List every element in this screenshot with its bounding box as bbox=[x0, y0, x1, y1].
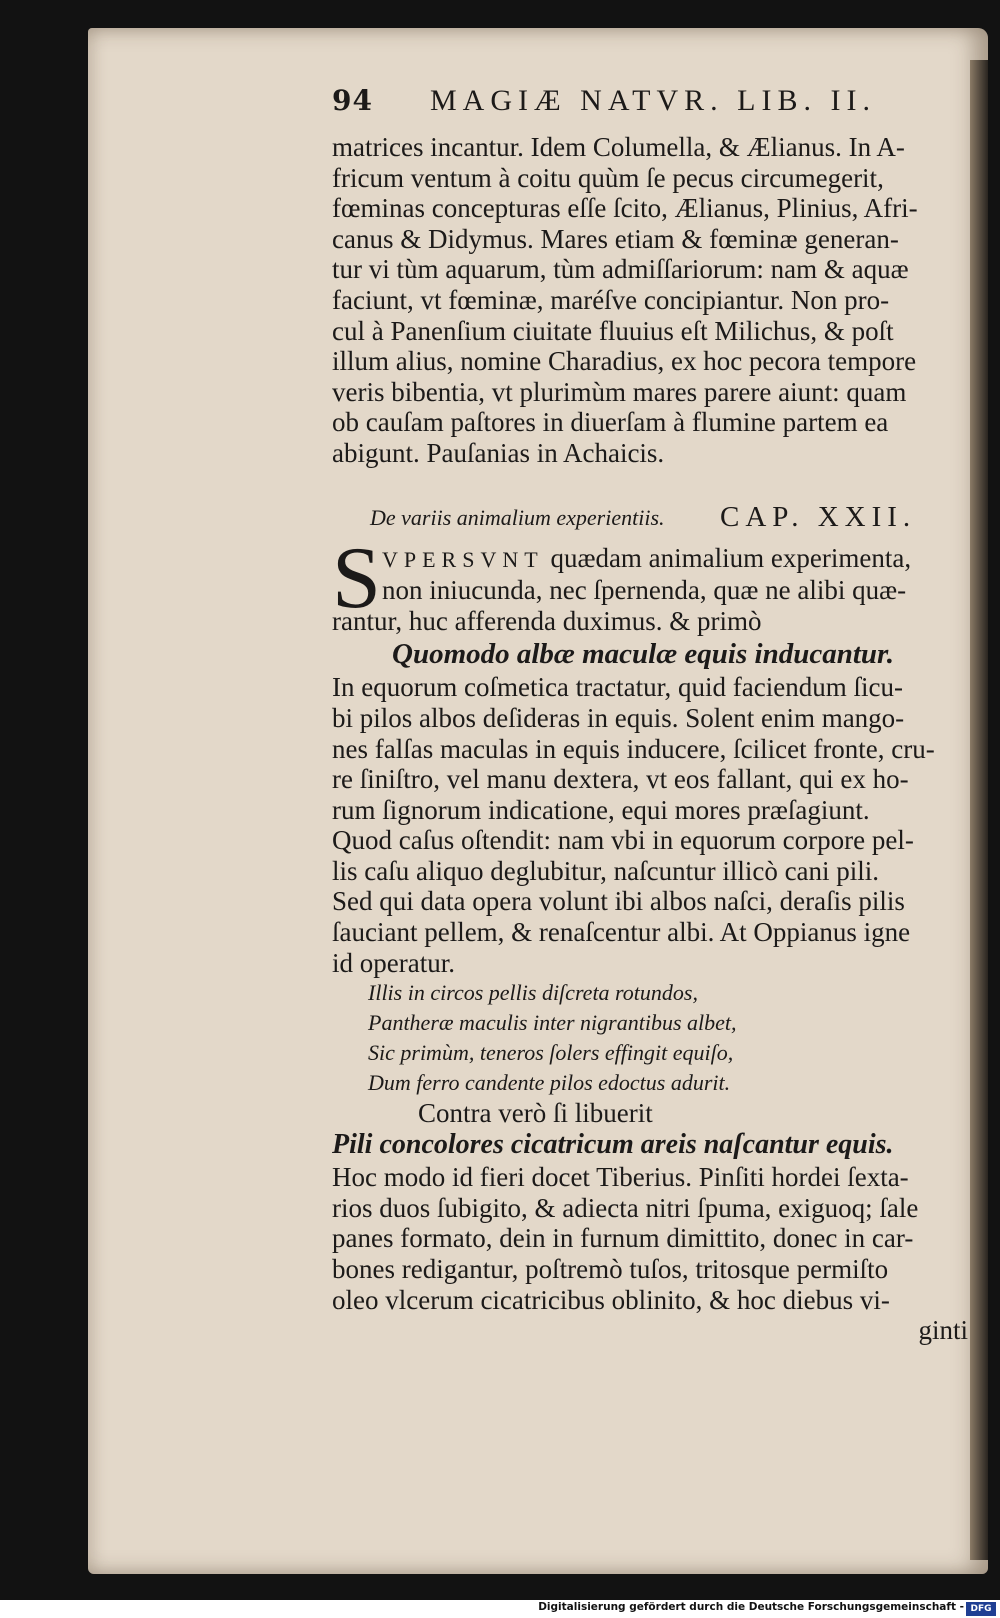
text-line: fricum ventum à coitu quùm ſe pecus circumegerit, bbox=[332, 162, 884, 193]
text-line: non iniucunda, nec ſpernenda, quæ ne alibi quæ- bbox=[382, 575, 907, 606]
text-line: In equorum coſmetica tractatur, quid faciendum ſicu- bbox=[332, 672, 903, 703]
text-run: quædam animalium experimenta, bbox=[550, 542, 912, 573]
verse-line: Sic primùm, teneros ſolers effingit equiſo, bbox=[368, 1040, 734, 1066]
paragraph-3 bbox=[332, 1162, 972, 1315]
paragraph-1 bbox=[332, 132, 972, 469]
text-line: rantur, huc afferenda duximus. & primò bbox=[332, 605, 762, 636]
verse-quote bbox=[332, 978, 972, 1098]
text-line: tur vi tùm aquarum, tùm admiſſariorum: nam & aquæ bbox=[332, 254, 909, 285]
text-line: matrices incantur. Idem Columella, & Ælianus. In A- bbox=[332, 132, 905, 162]
footer-bar bbox=[0, 1600, 1000, 1618]
text-line: oleo vlcerum cicatricibus oblinito, & hoc diebus vi- bbox=[332, 1284, 890, 1315]
text-line: abigunt. Pauſanias in Achaicis. bbox=[332, 437, 665, 468]
text-line: bi pilos albos deſideras in equis. Solent enim mango- bbox=[332, 702, 905, 733]
text-line: faciunt, vt fœminæ, maréſve concipiantur. Non pro- bbox=[332, 284, 890, 315]
chapter-title: De variis animalium experientiis. bbox=[370, 504, 665, 530]
text-line: cul à Panenſium ciuitate fluuius eſt Milichus, & poſt bbox=[332, 315, 894, 346]
subheading: Pili concolores cicatricum areis naſcantur equis. bbox=[332, 1129, 894, 1161]
text-line bbox=[332, 543, 972, 576]
verse-line: Dum ferro candente pilos edoctus adurit. bbox=[368, 1070, 731, 1096]
text-line: lis caſu aliquo deglubitur, naſcuntur illicò cani pili. bbox=[332, 855, 880, 886]
drop-cap: S bbox=[332, 529, 381, 627]
text-line: Sed qui data opera volunt ibi albos naſci, deraſis pilis bbox=[332, 886, 905, 917]
text-line: id operatur. bbox=[332, 947, 455, 978]
text-line: panes formato, dein in furnum dimittito, donec in car- bbox=[332, 1223, 914, 1254]
running-head: MAGIÆ NATVR. LIB. II. bbox=[430, 84, 876, 117]
text-line: rios duos ſubigito, & adiecta nitri ſpuma, exiguoq; ſale bbox=[332, 1192, 919, 1223]
text-line: illum alius, nomine Charadius, ex hoc pecora tempore bbox=[332, 346, 917, 377]
text-line: fœminas concepturas eſſe ſcito, Ælianus, Plinius, Afri- bbox=[332, 193, 918, 224]
text-line: canus & Didymus. Mares etiam & fœminæ generan- bbox=[332, 223, 899, 254]
text-line: veris bibentia, vt plurimùm mares parere aiunt: quam bbox=[332, 376, 907, 407]
subheading: Quomodo albæ maculæ equis inducantur. bbox=[392, 638, 894, 671]
smallcaps-word: VPERSVNT bbox=[382, 546, 544, 572]
text-line: ob cauſam paſtores in diuerſam à flumine partem ea bbox=[332, 407, 889, 438]
contra-line: Contra verò ſi libuerit bbox=[418, 1098, 653, 1129]
text-line: nes falſas maculas in equis inducere, ſcilicet fronte, cru- bbox=[332, 733, 935, 764]
text-line: ſauciant pellem, & renaſcentur albi. At Oppianus igne bbox=[332, 917, 911, 948]
text-block bbox=[332, 80, 972, 1346]
text-line: Hoc modo id fieri docet Tiberius. Pinſiti hordei ſexta- bbox=[332, 1162, 909, 1193]
text-line: rum ſignorum indicatione, equi mores præſagiunt. bbox=[332, 794, 870, 825]
dfg-logo[interactable]: DFG bbox=[966, 1602, 996, 1616]
paragraph-2 bbox=[332, 672, 972, 978]
page-number: 94 bbox=[332, 84, 373, 117]
chapter-intro bbox=[332, 529, 972, 637]
text-line: re ſiniſtro, vel manu dextera, vt eos fallant, qui ex ho- bbox=[332, 764, 909, 795]
footer-credit: Digitalisierung gefördert durch die Deutsche Forschungsgemeinschaft - bbox=[538, 1601, 964, 1613]
catchword: ginti bbox=[918, 1315, 968, 1346]
chapter-heading bbox=[332, 495, 972, 539]
page-header bbox=[332, 80, 972, 130]
text-line: bones redigantur, poſtremò tuſos, tritosque permiſto bbox=[332, 1254, 889, 1285]
text-line: Quod caſus oſtendit: nam vbi in equorum corpore pel- bbox=[332, 825, 914, 856]
verse-line: Pantheræ maculis inter nigrantibus albet, bbox=[368, 1010, 737, 1036]
verse-line: Illis in circos pellis diſcreta rotundos, bbox=[368, 980, 698, 1006]
chapter-label: CAP. XXII. bbox=[720, 500, 917, 533]
page-gutter-edge bbox=[970, 60, 988, 1560]
